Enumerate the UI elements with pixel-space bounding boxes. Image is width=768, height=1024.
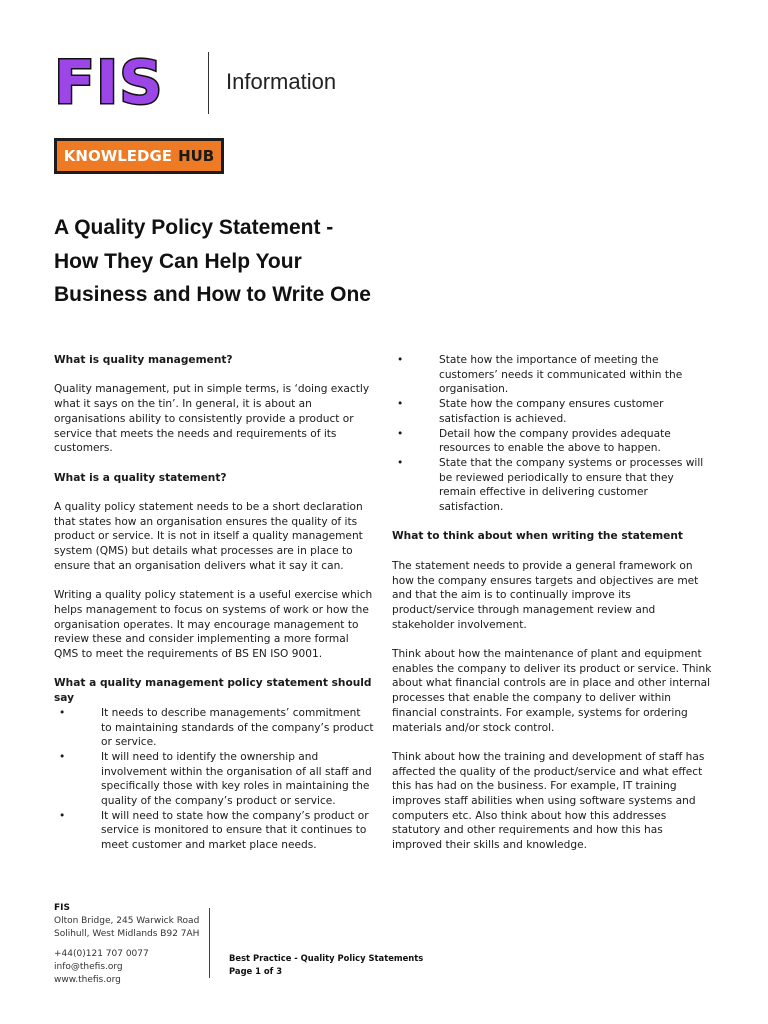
heading-what-is-quality-management: What is quality management? [54,354,233,366]
document-title: A Quality Policy Statement - How They Can Help Your Business and How to Write One [54,216,371,306]
footer-document-info [229,952,423,978]
logo-divider [208,52,209,114]
fis-logo [54,48,337,118]
footer-doc-title: Best Practice - Quality Policy Statements [229,953,424,963]
left-bullet-list [54,706,374,853]
list-item [392,456,714,515]
heading-what-to-think-about: What to think about when writing the statement [392,530,683,543]
left-column [54,353,374,868]
paragraph-writing-statement: Writing a quality policy statement is a useful exercise which helps management to focus on systems of work or how the organisation operates. It may encourage management to review these and consider implementing a more formal QMS to meet the requirements of BS EN ISO 9001. [54,589,373,660]
paragraph-quality-statement: A quality policy statement needs to be a short declaration that states how an organisation ensures the quality of its product or service. It is not in itself a quality management system (QMS) but details what processes are in place to ensure that an organisation delivers what it say it can. [54,500,363,572]
list-item [54,750,374,809]
badge-part-knowledge: KNOWLEDGE [63,147,173,165]
list-item [392,427,714,456]
right-bullet-list [392,353,714,515]
footer-page-number: Page 1 of 3 [229,966,283,976]
knowledge-hub-badge [54,138,224,174]
heading-what-statement-should-say: What a quality management policy statement should say [54,677,372,705]
list-item [392,353,714,397]
bullet-icon: • [397,456,404,469]
bullet-icon: • [59,809,66,822]
list-item-text: State how the importance of meeting the customers’ needs it communicated within the organisation. [439,354,683,396]
list-item-text: It will need to identify the ownership and involvement within the organisation of all staff and specifically those with key roles in maintaining the quality of the company’s product or service. [101,750,372,808]
footer-phone: +44(0)121 707 0077 [54,949,149,960]
list-item-text: Detail how the company provides adequate resources to enable the above to happen. [439,427,671,455]
badge-part-hub: HUB [178,147,215,165]
bullet-icon: • [59,750,66,763]
list-item-text: State that the company systems or processes will be reviewed periodically to ensure that they remain effective in delivering customer satisfaction. [439,456,704,514]
footer-address-line-2: Solihull, West Midlands B92 7AH [54,928,200,939]
list-item [54,706,374,750]
list-item [392,397,714,426]
footer-contact [54,902,199,987]
paragraph-training: Think about how the training and development of staff has affected the quality of the product/service and what effect this has had on the business. For example, IT training improves staff abilities when using software systems and computers etc. Also think about how this addresses statutory and other requirements and how this has improved their skills and knowledge. [392,750,705,852]
fis-logo-text: FIS [54,48,164,118]
footer-website: www.thefis.org [54,974,121,985]
paragraph-plant-and-finance: Think about how the maintenance of plant and equipment enables the company to deliver its product or service. Think about what financial controls are in place and other internal processes that enable the company to deliver within financial constraints. For example, systems for ordering materials and/or stock control. [392,648,712,734]
paragraph-framework: The statement needs to provide a general framework on how the company ensures targets and objectives are met and that the aim is to continually improve its product/service through management review and stakeholder involvement. [392,559,699,631]
footer-org-name: FIS [54,903,70,913]
footer-divider [209,908,210,978]
bullet-icon: • [397,427,404,440]
footer-address-line-1: Olton Bridge, 245 Warwick Road [54,915,200,926]
heading-what-is-quality-statement: What is a quality statement? [54,471,227,484]
paragraph-quality-management: Quality management, put in simple terms, is ‘doing exactly what it says on the tin’. In general, it is about an organisations ability to consistently provide a product or service that meets the needs and requirements of its customers. [54,383,370,455]
right-column [392,353,714,868]
bullet-icon: • [59,706,66,719]
list-item-text: State how the company ensures customer satisfaction is achieved. [439,398,664,425]
bullet-icon: • [397,398,404,411]
footer-email: info@thefis.org [54,962,123,973]
logo-subtitle: Information [226,69,337,94]
list-item-text: It needs to describe managements’ commitment to maintaining standards of the company’s product or service. [101,706,374,749]
list-item-text: It will need to state how the company’s product or service is monitored to ensure that it continues to meet customer and market place needs. [101,809,369,852]
bullet-icon: • [397,354,404,366]
list-item [54,809,374,853]
